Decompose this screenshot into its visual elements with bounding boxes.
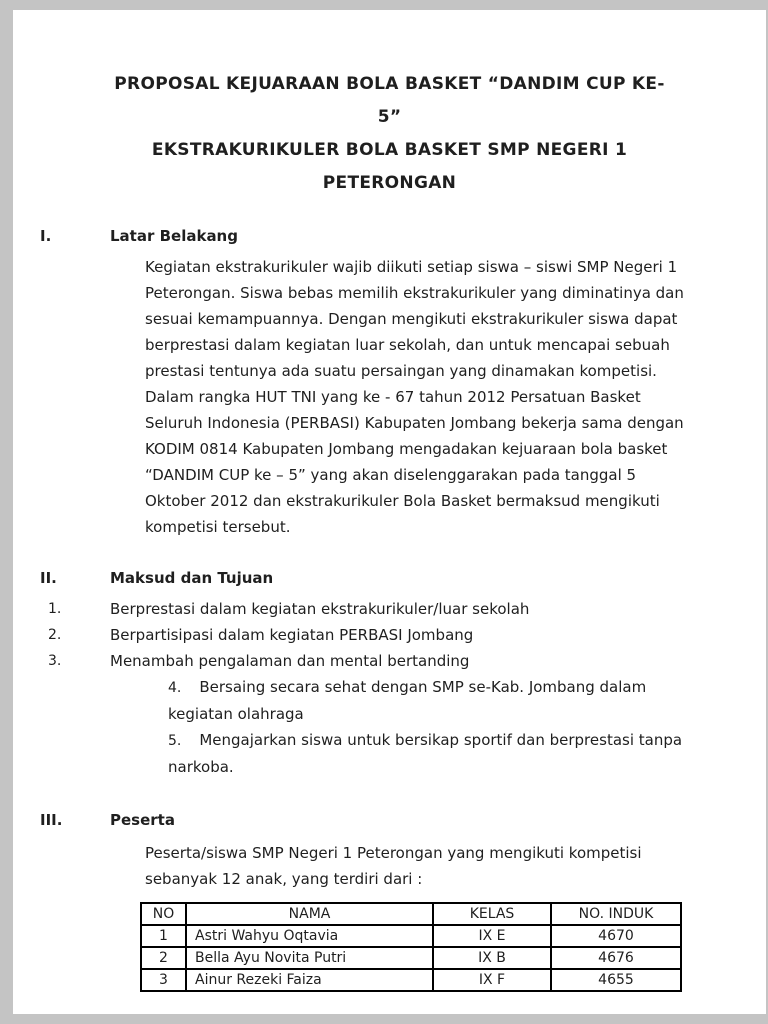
table-header-induk: NO. INDUK xyxy=(551,903,681,925)
cell-induk: 4676 xyxy=(551,947,681,969)
list-item xyxy=(13,596,766,622)
cell-kelas: IX B xyxy=(433,947,551,969)
list-item-text: Berprestasi dalam kegiatan ekstrakurikuler/luar sekolah xyxy=(110,600,530,618)
list-item xyxy=(168,727,690,780)
table-row xyxy=(141,925,681,947)
section-title: Peserta xyxy=(110,811,175,829)
cell-nama: Bella Ayu Novita Putri xyxy=(186,947,433,969)
paragraph: Kegiatan ekstrakurikuler wajib diikuti setiap siswa – siswi SMP Negeri 1 Peterongan. Siswa bebas memilih ekstrakurikuler yang diminatinya dan sesuai kemampuannya. Dengan mengikuti ekstrakurikuler siswa dapat berprestasi dalam kegiatan luar sekolah, dan untuk mencapai sebuah prestasi tentunya ada suatu persaingan yang dinamakan kompetisi. xyxy=(145,258,684,380)
list-item xyxy=(168,674,690,727)
cell-nama: Astri Wahyu Oqtavia xyxy=(186,925,433,947)
list-item-number: 1. xyxy=(48,601,62,617)
list-item-text: Mengajarkan siswa untuk bersikap sportif dan berprestasi tanpa narkoba. xyxy=(168,731,683,776)
latar-belakang-body xyxy=(145,254,693,540)
list-item-text: Menambah pengalaman dan mental bertanding xyxy=(110,652,470,670)
table-header-nama: NAMA xyxy=(186,903,433,925)
cell-kelas: IX F xyxy=(433,969,551,991)
table-header-row xyxy=(141,903,681,925)
section-numeral: I. xyxy=(40,227,52,245)
section-numeral: II. xyxy=(40,569,57,587)
paragraph: Dalam rangka HUT TNI yang ke - 67 tahun 2012 Persatuan Basket Seluruh Indonesia (PERBASI) Kabupaten Jombang bekerja sama dengan KODIM 0814 Kabupaten Jombang mengadakan kejuaraan bola basket “DANDIM CUP ke – 5” yang akan diselenggarakan pada tanggal 5 Oktober 2012 dan ekstrakurikuler Bola Basket bermaksud mengikuti kompetisi tersebut. xyxy=(145,388,684,536)
cell-no: 2 xyxy=(141,947,186,969)
list-item xyxy=(13,648,766,674)
table-row xyxy=(141,969,681,991)
title-line-4: PETERONGAN xyxy=(322,173,457,193)
paragraph: Peserta/siswa SMP Negeri 1 Peterongan yang mengikuti kompetisi sebanyak 12 anak, yang terdiri dari : xyxy=(145,844,642,888)
cell-induk: 4670 xyxy=(551,925,681,947)
document-title xyxy=(13,68,766,200)
section-heading-latar-belakang xyxy=(13,222,766,250)
table-row xyxy=(141,947,681,969)
section-heading-maksud-tujuan xyxy=(13,564,766,592)
list-item xyxy=(13,622,766,648)
cell-no: 3 xyxy=(141,969,186,991)
table-header-kelas: KELAS xyxy=(433,903,551,925)
document-page xyxy=(13,10,766,1014)
cell-kelas: IX E xyxy=(433,925,551,947)
section-title: Maksud dan Tujuan xyxy=(110,569,274,587)
list-item-number: 3. xyxy=(48,653,62,669)
section-title: Latar Belakang xyxy=(110,227,238,245)
cell-nama: Ainur Rezeki Faiza xyxy=(186,969,433,991)
list-item-number: 4. xyxy=(168,680,182,696)
list-item-text: Berpartisipasi dalam kegiatan PERBASI Jombang xyxy=(110,626,474,644)
cell-no: 1 xyxy=(141,925,186,947)
title-line-2: 5” xyxy=(377,107,402,127)
list-item-number: 2. xyxy=(48,627,62,643)
title-line-1: PROPOSAL KEJUARAAN BOLA BASKET “DANDIM CUP KE- xyxy=(114,74,665,94)
cell-induk: 4655 xyxy=(551,969,681,991)
section-numeral: III. xyxy=(40,811,63,829)
title-line-3: EKSTRAKURIKULER BOLA BASKET SMP NEGERI 1 xyxy=(151,140,628,160)
peserta-table xyxy=(140,902,682,992)
tujuan-list xyxy=(13,596,766,780)
table-header-no: NO xyxy=(141,903,186,925)
list-item-text: Bersaing secara sehat dengan SMP se-Kab. Jombang dalam kegiatan olahraga xyxy=(168,678,647,723)
list-item-number: 5. xyxy=(168,733,182,749)
section-heading-peserta xyxy=(13,806,766,834)
peserta-intro xyxy=(145,840,693,892)
